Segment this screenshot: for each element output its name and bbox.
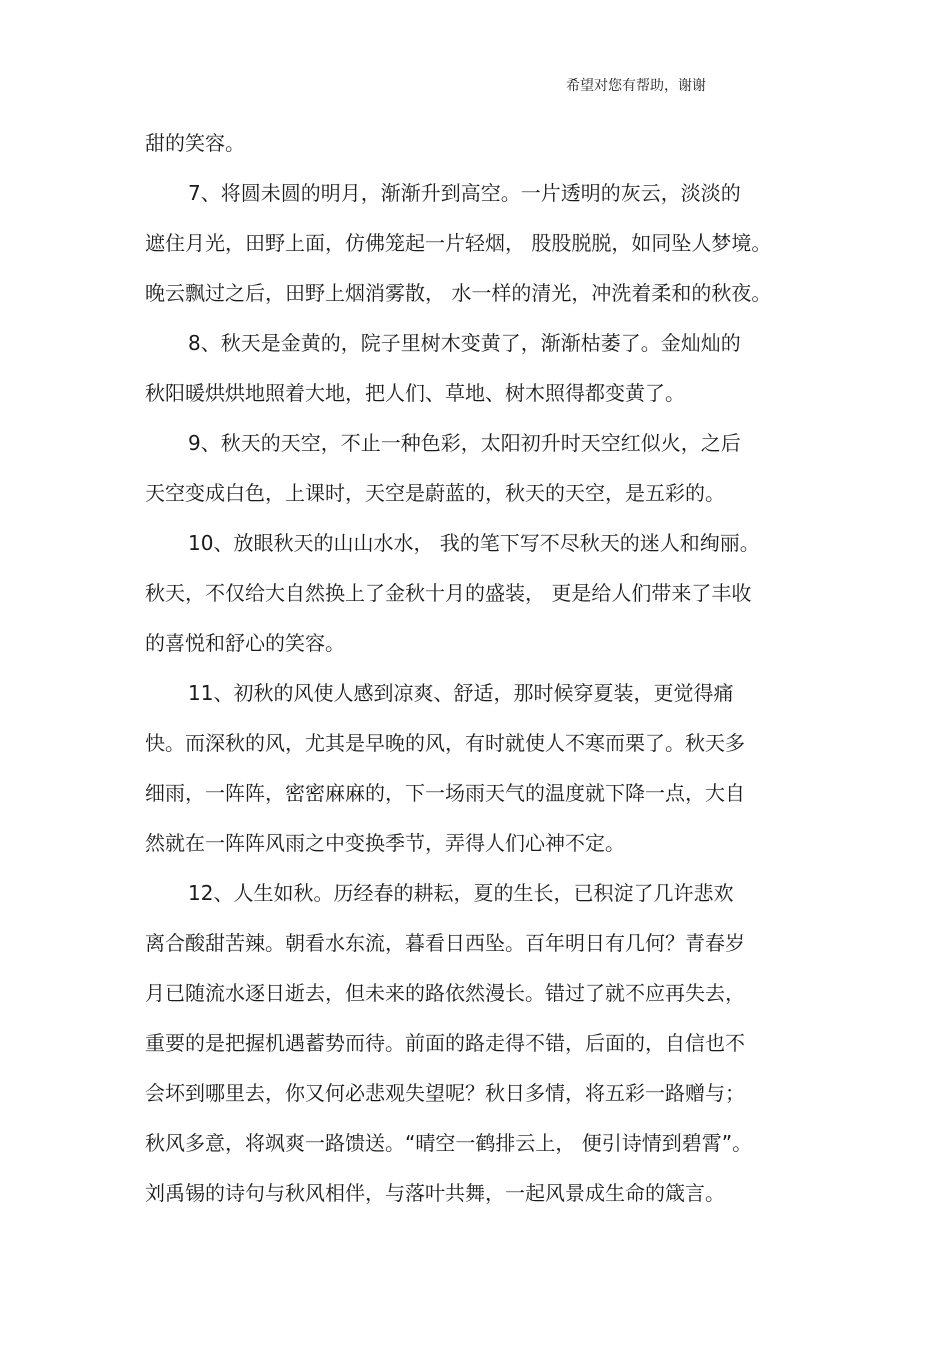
paragraph-12-line-4: 重要的是把握机遇蓄势而待。前面的路走得不错，后面的，自信也不 xyxy=(145,1031,745,1055)
paragraph-11-line-2: 快。而深秋的风，尤其是早晚的风，有时就使人不寒而栗了。秋天多 xyxy=(145,731,745,755)
paragraph-12-line-6: 秋风多意，将飒爽一路馈送。“晴空一鹤排云上， 便引诗情到碧霄”。 xyxy=(145,1131,753,1155)
paragraph-7-line-3: 晚云飘过之后，田野上烟消雾散， 水一样的清光，冲洗着柔和的秋夜。 xyxy=(145,281,772,305)
paragraph-9-line-1: 9、秋天的天空，不止一种色彩，太阳初升时天空红似火，之后 xyxy=(188,431,741,455)
paragraph-11-line-1: 11、初秋的风使人感到凉爽、舒适，那时候穿夏装，更觉得痛 xyxy=(188,681,734,705)
page-header: 希望对您有帮助，谢谢 xyxy=(566,78,706,94)
paragraph-9-line-2: 天空变成白色，上课时，天空是蔚蓝的，秋天的天空，是五彩的。 xyxy=(145,481,725,505)
text-line: 甜的笑容。 xyxy=(145,131,245,155)
paragraph-7-line-1: 7、将圆未圆的明月，渐渐升到高空。一片透明的灰云，淡淡的 xyxy=(188,181,741,205)
paragraph-10-line-3: 的喜悦和舒心的笑容。 xyxy=(145,631,345,655)
body-text xyxy=(145,118,807,1218)
paragraph-10-line-1: 10、放眼秋天的山山水水， 我的笔下写不尽秋天的迷人和绚丽。 xyxy=(188,531,760,555)
paragraph-12-line-7: 刘禹锡的诗句与秋风相伴，与落叶共舞，一起风景成生命的箴言。 xyxy=(145,1181,725,1205)
paragraph-10-line-2: 秋天，不仅给大自然换上了金秋十月的盛装， 更是给人们带来了丰收 xyxy=(145,581,752,605)
paragraph-12-line-3: 月已随流水逐日逝去，但未来的路依然漫长。错过了就不应再失去， xyxy=(145,981,745,1005)
paragraph-12-line-2: 离合酸甜苦辣。朝看水东流，暮看日西坠。百年明日有几何？青春岁 xyxy=(145,931,745,955)
paragraph-11-line-3: 细雨，一阵阵，密密麻麻的，下一场雨天气的温度就下降一点，大自 xyxy=(145,781,745,805)
paragraph-8-line-2: 秋阳暖烘烘地照着大地，把人们、草地、树木照得都变黄了。 xyxy=(145,381,685,405)
paragraph-12-line-1: 12、人生如秋。历经春的耕耘，夏的生长，已积淀了几许悲欢 xyxy=(188,881,734,905)
paragraph-11-line-4: 然就在一阵阵风雨之中变换季节，弄得人们心神不定。 xyxy=(145,831,625,855)
paragraph-7-line-2: 遮住月光，田野上面，仿佛笼起一片轻烟， 股股脱脱，如同坠人梦境。 xyxy=(145,231,772,255)
paragraph-8-line-1: 8、秋天是金黄的，院子里树木变黄了，渐渐枯萎了。金灿灿的 xyxy=(188,331,741,355)
paragraph-12-line-5: 会坏到哪里去，你又何必悲观失望呢？秋日多情，将五彩一路赠与； xyxy=(145,1081,745,1105)
